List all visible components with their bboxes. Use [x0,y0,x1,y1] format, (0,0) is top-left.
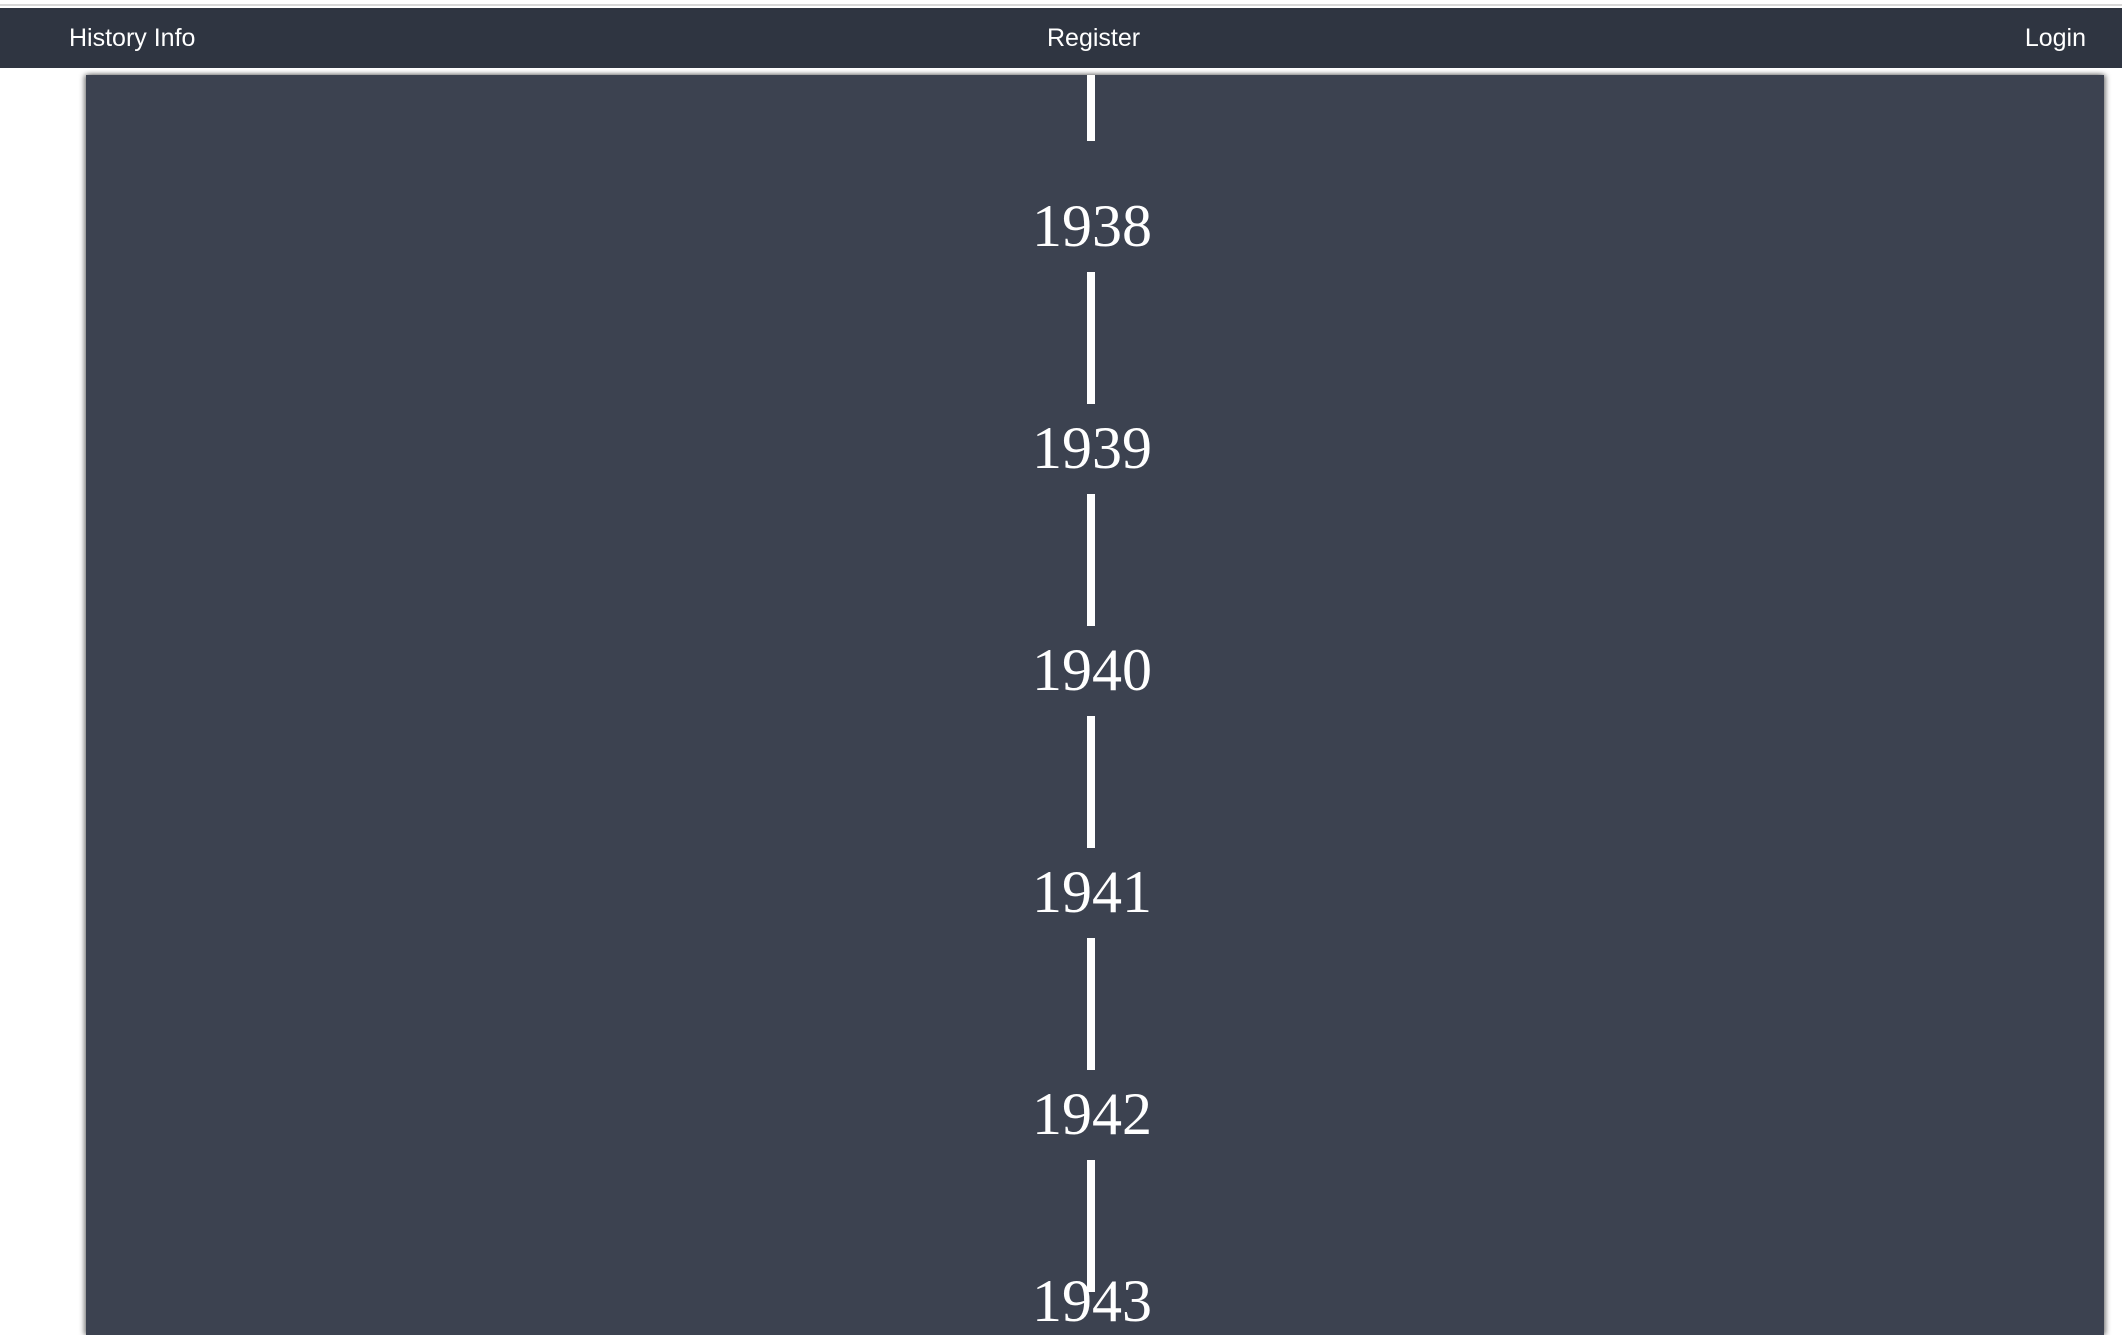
timeline-year[interactable]: 1940 [1032,637,1152,703]
timeline-connector [1087,75,1095,141]
top-border [0,0,2122,6]
timeline-year[interactable]: 1943 [1032,1268,1152,1334]
timeline-year[interactable]: 1942 [1032,1081,1152,1147]
timeline-connector [1087,938,1095,1070]
timeline-year[interactable]: 1941 [1032,859,1152,925]
register-link[interactable]: Register [1047,24,1141,52]
brand-link[interactable]: History Info [69,24,196,52]
timeline-connector [1087,716,1095,848]
timeline-panel [86,75,2104,1335]
timeline-year[interactable]: 1938 [1032,193,1152,259]
navbar [0,8,2122,68]
timeline-connector [1087,272,1095,404]
timeline-connector [1087,494,1095,626]
timeline [86,75,2104,1335]
timeline-year[interactable]: 1939 [1032,415,1152,481]
login-link[interactable]: Login [2024,24,2086,52]
